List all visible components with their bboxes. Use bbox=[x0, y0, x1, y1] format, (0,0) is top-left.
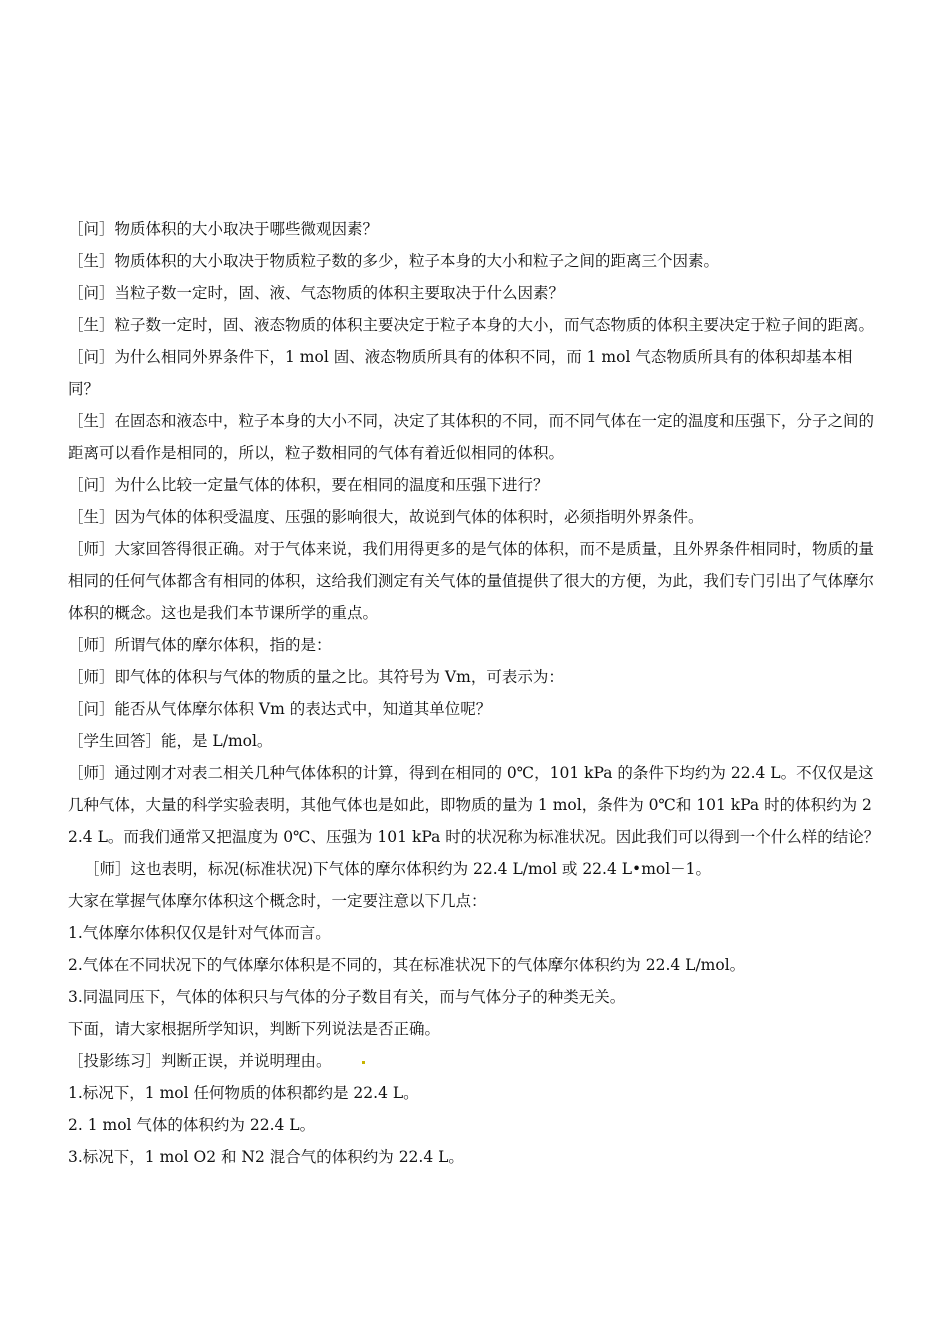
paragraph-student-answer: ［学生回答］能，是 L/mol。 bbox=[68, 732, 273, 750]
paragraph-note-1: 1.气体摩尔体积仅仅是针对气体而言。 bbox=[68, 924, 331, 942]
paragraph-teacher-2: ［师］所谓气体的摩尔体积，指的是： bbox=[68, 636, 332, 654]
paragraph-answer-4: ［生］因为气体的体积受温度、压强的影响很大，故说到气体的体积时，必须指明外界条件。 bbox=[68, 508, 704, 526]
paragraph-note-3: 3.同温同压下，气体的体积只与气体的分子数目有关，而与气体分子的种类无关。 bbox=[68, 988, 626, 1006]
paragraph-question-2: ［问］当粒子数一定时，固、液、气态物质的体积主要取决于什么因素？ bbox=[68, 284, 565, 302]
paragraph-question-3: ［问］为什么相同外界条件下，1 mol 固、液态物质所具有的体积不同，而 1 mol 气态物质所具有的体积却基本相同？ bbox=[68, 348, 853, 398]
paragraph-teacher-4: ［师］通过刚才对表二相关几种气体体积的计算，得到在相同的 0℃，101 kPa 的条件下均约为 22.4 L。不仅仅是这几种气体，大量的科学实验表明，其他气体也是如此，即物质的量为 1 mol，条件为 0℃和 101 kPa 时的体积约为 22.4 L。而我们通常又把温度为 0℃、压强为 101 kPa 时的状况称为标准状况。因此我们可以得到一个什么样的结论？ bbox=[68, 764, 880, 846]
paragraph-teacher-1: ［师］大家回答得很正确。对于气体来说，我们用得更多的是气体的体积，而不是质量，且外界条件相同时，物质的量相同的任何气体都含有相同的体积，这给我们测定有关气体的量值提供了很大的方便，为此，我们专门引出了气体摩尔体积的概念。这也是我们本节课所学的重点。 bbox=[68, 540, 875, 622]
paragraph-teacher-3: ［师］即气体的体积与气体的物质的量之比。其符号为 Vm，可表示为： bbox=[68, 668, 564, 686]
paragraph-answer-2: ［生］粒子数一定时，固、液态物质的体积主要决定于粒子本身的大小，而气态物质的体积主要决定于粒子间的距离。 bbox=[68, 316, 875, 334]
decorative-dot-icon bbox=[362, 1061, 365, 1064]
paragraph-answer-1: ［生］物质体积的大小取决于物质粒子数的多少，粒子本身的大小和粒子之间的距离三个因素。 bbox=[68, 252, 720, 270]
document-body bbox=[68, 213, 882, 1173]
paragraph-answer-3: ［生］在固态和液态中，粒子本身的大小不同，决定了其体积的不同，而不同气体在一定的温度和压强下，分子之间的距离可以看作是相同的，所以，粒子数相同的气体有着近似相同的体积。 bbox=[68, 412, 875, 462]
paragraph-note-2: 2.气体在不同状况下的气体摩尔体积是不同的，其在标准状况下的气体摩尔体积约为 22.4 L/mol。 bbox=[68, 956, 746, 974]
paragraph-exercise-intro: 下面，请大家根据所学知识，判断下列说法是否正确。 bbox=[68, 1020, 441, 1038]
paragraph-exercise-heading bbox=[68, 1045, 882, 1077]
paragraph-exercise-2: 2. 1 mol 气体的体积约为 22.4 L。 bbox=[68, 1116, 316, 1134]
paragraph-exercise-1: 1.标况下，1 mol 任何物质的体积都约是 22.4 L。 bbox=[68, 1084, 419, 1102]
paragraph-notes-intro: 大家在掌握气体摩尔体积这个概念时，一定要注意以下几点： bbox=[68, 892, 487, 910]
paragraph-question-5: ［问］能否从气体摩尔体积 Vm 的表达式中，知道其单位呢？ bbox=[68, 700, 492, 718]
paragraph-question-4: ［问］为什么比较一定量气体的体积，要在相同的温度和压强下进行？ bbox=[68, 476, 549, 494]
exercise-heading-text: ［投影练习］判断正误，并说明理由。 bbox=[68, 1052, 332, 1070]
paragraph-question-1: ［问］物质体积的大小取决于哪些微观因素？ bbox=[68, 220, 379, 238]
paragraph-teacher-5: ［师］这也表明，标况(标准状况)下气体的摩尔体积约为 22.4 L/mol 或 22.4 L•mol－1。 bbox=[84, 860, 712, 878]
paragraph-exercise-3: 3.标况下，1 mol O2 和 N2 混合气的体积约为 22.4 L。 bbox=[68, 1148, 464, 1166]
